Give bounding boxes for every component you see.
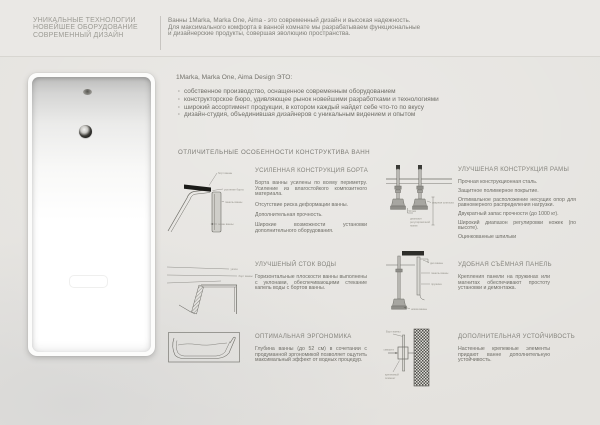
header-divider [160,16,161,50]
diagram-label: пружина [431,283,442,287]
brand-bullet-list [177,88,462,119]
water-drain-diagram [167,258,253,321]
border-reinforcement-diagram [166,166,248,258]
diagram-label: усиление борта [224,188,244,192]
feature-ergonomics-title: ОПТИМАЛЬНАЯ ЭРГОНОМИКА [255,334,352,340]
feature-paragraph: Горизонтальные плоскости ванны выполнены с уклонами, обеспечивающими стекание капель воды с бортов ванны. [255,274,367,292]
frame-leg [413,165,428,209]
feature-frame-title: УЛУЧШЕНАЯ КОНСТРУКЦИЯ РАМЫ [458,167,570,173]
feature-paragraph: Защитное полимерное покрытие. [458,187,539,194]
tagline-line: НОВЕЙШЕЕ ОБОРУДОВАНИЕ [33,24,138,32]
intro-line: и дизайнерские продукты, совершая эволюцию пространства. [168,30,351,37]
wall-stability-diagram [383,327,455,391]
feature-paragraph: Двукратный запас прочности (до 1000 кг). [458,211,559,218]
diagram-label: элемент [385,377,396,380]
brand-bullet: · дизайн-студия, объединившая дизайнеров с уникальным видением и опытом [177,111,462,119]
removable-panel-diagram [386,247,454,317]
intro-paragraph [168,18,420,38]
tagline [33,17,138,39]
diagram-label: панель ванны [431,272,449,276]
feature-paragraph: Крепления панели на пружинах или магнитах обеспечивают простоту установки и демонтажа. [458,274,550,292]
feature-stability-title: ДОПОЛНИТЕЛЬНАЯ УСТОЙЧИВОСТЬ [458,334,576,340]
feature-drain-title: УЛУЧШЕНЫЙ СТОК ВОДЫ [255,262,337,268]
diagram-label: экран ванны [218,223,234,227]
diagram-label: ножка ванны [411,307,428,311]
feature-drain-text [255,275,367,297]
feature-paragraph: Настенные крепежные элементы придают ванне дополнительную устойчивость. [458,346,550,364]
bathtub-bottom-ledge [69,275,108,288]
diagram-label: саморез [383,348,394,352]
diagram-label: борт ванны [218,172,233,175]
feature-ergonomics-text [255,347,367,369]
feature-border-title: УСИЛЕННАЯ КОНСТРУКЦИЯ БОРТА [255,168,369,174]
feature-paragraph: Отсутствие риска деформации ванны. [255,201,348,208]
frame-construction-diagram [386,163,454,233]
section-title: ОТЛИЧИТЕЛЬНЫЕ ОСОБЕННОСТИ КОНСТРУКТИВА ВАНН [178,149,371,156]
feature-paragraph: Прочная конструкционная сталь. [458,179,538,185]
feature-panel-text [458,275,550,297]
feature-panel-title: УДОБНАЯ СЪЁМНАЯ ПАНЕЛЬ [458,262,552,268]
ergonomics-diagram [167,331,242,364]
diagram-label: уклон [230,268,238,271]
feature-paragraph: Дополнительная прочность. [255,211,323,218]
diagram-label: крепежный [385,373,399,377]
intro-line: Ванны 1Marka, Marka One, Aima - это современный дизайн и высокая надежность. [168,17,411,24]
feature-border-text [255,181,367,239]
bathtub-overflow-hole [83,89,92,95]
feature-paragraph: Борта ванны усилены по всему периметру. Усиление из влагостойкого композитного материала. [255,180,367,198]
diagram-label: борт ванны [238,275,253,278]
bathtub-drain [79,125,92,138]
feature-paragraph: Широкие возможности установки дополнительного оборудования. [255,222,367,234]
diagram-label: диапазон [410,217,422,221]
diagram-label: дно ванны [430,261,444,265]
diagram-label: сварная шпилька [432,201,454,205]
brand-bullet: · широкий ассортимент продукции, в котором каждый найдет себе что-то по вкусу [177,104,462,112]
bathtub-basin [32,77,151,352]
bathtub-top-view-image [28,73,155,356]
feature-paragraph: Глубина ванны (до 52 см) в сочетании с продуманной эргономикой позволяет ощутить максимальный эффект от водных процедур. [255,346,367,364]
diagram-label: 50 мм [408,210,416,213]
diagram-label: панель ванны [225,200,243,204]
brand-bullet: · собственное производство, оснащенное современным оборудованием [177,88,462,96]
brand-title: 1Marka, Marka One, Aima Design ЭТО: [176,74,293,81]
diagram-label: Борт ванны [386,330,401,334]
feature-frame-text [458,180,576,244]
tagline-line: УНИКАЛЬНЫЕ ТЕХНОЛОГИИ [33,17,136,24]
diagram-label: регулировочной [410,221,431,224]
frame-leg [391,165,406,209]
brand-bullet: · конструкторское бюро, удивляющее рынок новейшими разработками и технологиями [177,96,462,104]
feature-paragraph: Оптимальное расположение несущих опор для равномерного распределения нагрузки. [458,196,576,209]
tagline-line: СОВРЕМЕННЫЙ ДИЗАЙН [33,31,124,39]
intro-line: Для максимального комфорта в ванной комнате мы разрабатываем функциональные [168,23,421,31]
feature-paragraph: Широкий диапазон регулировки ножек (по высоте). [458,220,576,232]
diagram-label: ножки [410,224,418,228]
feature-paragraph: Оцинкованные шпильки [458,234,517,241]
feature-stability-text [458,347,550,369]
